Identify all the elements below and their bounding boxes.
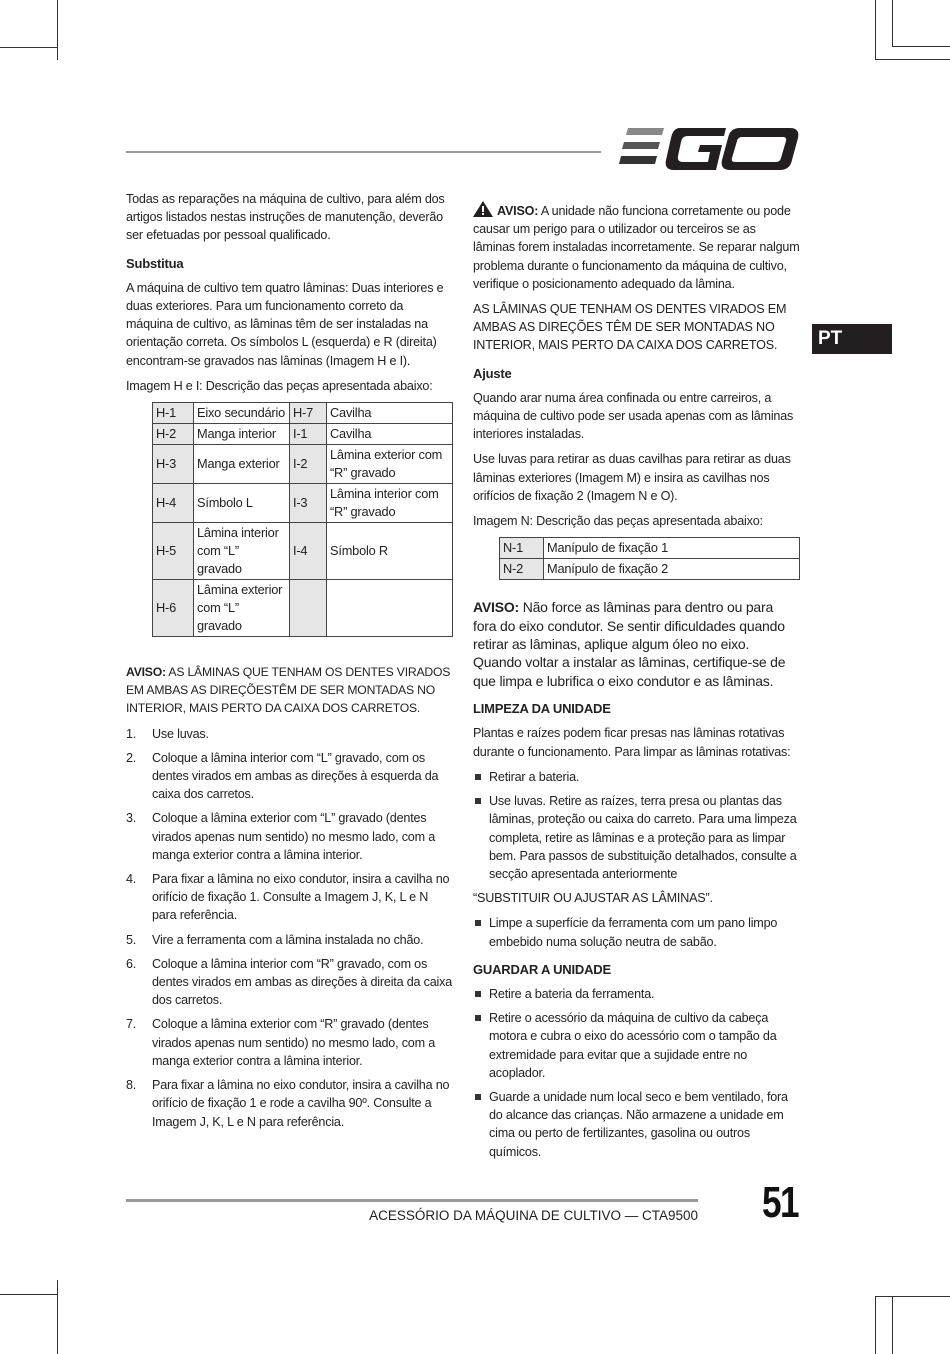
aviso-text: Não force as lâminas para dentro ou para fora do eixo condutor. Se sentir dificuldades quando retirar as lâminas, aplique algum óleo no eixo. Quando voltar a instalar as lâminas, certifique-se de que limpa e lubrifica o eixo condutor e as lâminas. <box>473 599 786 689</box>
crop-mark <box>0 47 58 48</box>
crop-mark <box>57 1280 58 1354</box>
aviso-text: AS LÂMINAS QUE TENHAM OS DENTES VIRADOS EM AMBAS AS DIREÇÕESTÊM DE SER MONTADAS NO INTERIOR, MAIS PERTO DA CAIXA DOS CARRETOS. <box>126 665 451 716</box>
part-desc: Manga exterior <box>194 445 290 484</box>
aviso-label: AVISO: <box>497 204 539 218</box>
intro-paragraph: Todas as reparações na máquina de cultivo, para além dos artigos listados nestas instruções de manutenção, deverão ser efetuadas por pessoal qualificado. <box>126 192 445 243</box>
table-row <box>153 403 453 424</box>
list-item <box>126 809 453 864</box>
aviso-label: AVISO: <box>126 665 166 680</box>
part-desc: Símbolo L <box>194 484 290 523</box>
part-code: H-3 <box>153 445 194 484</box>
limpeza-intro: Plantas e raízes podem ficar presas nas lâminas rotativas durante o funcionamento. Para limpar as lâminas rotativas: <box>473 726 791 759</box>
part-code <box>290 580 327 637</box>
table-row <box>500 559 800 580</box>
step-text: Coloque a lâmina exterior com “R” gravado (dentes virados apenas num sentido) no mesmo lado, com a manga exterior contra a lâmina interior. <box>152 1017 436 1068</box>
step-text: Coloque a lâmina interior com “R” gravado, com os dentes virados em ambas as direções à direita da caixa dos carretos. <box>152 956 453 1008</box>
footer-title: ACESSÓRIO DA MÁQUINA DE CULTIVO — CTA9500 <box>369 1208 698 1223</box>
aviso-label: AVISO: <box>473 599 519 616</box>
list-item <box>126 749 453 804</box>
caps-note: AS LÂMINAS QUE TENHAM OS DENTES VIRADOS EM AMBAS AS DIREÇÕES TÊM DE SER MONTADAS NO INTERIOR, MAIS PERTO DA CAIXA DOS CARRETOS. <box>473 302 787 353</box>
part-desc: Cavilha <box>327 403 453 424</box>
limpeza-list <box>473 768 800 883</box>
list-item: Limpe a superfície da ferramenta com um pano limpo embebido numa solução neutra de sabão. <box>473 914 800 950</box>
guardar-list <box>473 985 800 1161</box>
step-number: 4. <box>126 872 137 887</box>
table-row <box>153 580 453 637</box>
parts-table-n <box>499 537 800 580</box>
part-code: H-7 <box>290 403 327 424</box>
part-desc: Manípulo de fixação 2 <box>544 559 800 580</box>
list-item: Retire a bateria da ferramenta. <box>473 985 800 1003</box>
part-code: I-4 <box>290 523 327 580</box>
list-item: Guarde a unidade num local seco e bem ventilado, fora do alcance das crianças. Não armazene a unidade em cima ou perto de fertilizantes, gasolina ou outros químicos. <box>473 1088 800 1161</box>
step-text: Para fixar a lâmina no eixo condutor, insira a cavilha no orifício de fixação 1. Consulte a Imagem J, K, L e N para referência. <box>152 872 450 923</box>
part-desc: Manípulo de fixação 1 <box>544 538 800 559</box>
step-number: 8. <box>126 1078 137 1093</box>
limpeza-reference: “SUBSTITUIR OU AJUSTAR AS LÂMINAS”. <box>473 891 713 906</box>
ajuste-paragraph-2: Use luvas para retirar as duas cavilhas para retirar as duas lâminas exteriores (Imagem M) e insira as cavilhas nos orifícios de fixação 2 (Imagem N e O). <box>473 452 791 503</box>
list-item <box>126 1076 453 1131</box>
table-row <box>153 445 453 484</box>
part-code: H-2 <box>153 424 194 445</box>
table-row <box>153 424 453 445</box>
part-desc: Lâmina interior com “L” gravado <box>194 523 290 580</box>
aviso-2-paragraph <box>473 598 800 690</box>
list-item: Retire o acessório da máquina de cultivo da cabeça motora e cubra o eixo do acessório com o tampão da extremidade para evitar que a sujidade entre no acoplador. <box>473 1009 800 1082</box>
installation-steps <box>126 725 453 1131</box>
part-desc: Manga interior <box>194 424 290 445</box>
step-number: 6. <box>126 956 137 971</box>
aviso-paragraph <box>473 201 800 293</box>
part-code: N-2 <box>500 559 544 580</box>
heading-guardar: GUARDAR A UNIDADE <box>473 961 611 977</box>
parts-table-h-i <box>152 402 453 637</box>
part-code: I-1 <box>290 424 327 445</box>
header-rule <box>126 151 601 153</box>
crop-mark <box>875 59 950 60</box>
crop-mark <box>875 0 876 60</box>
substitua-paragraph: A máquina de cultivo tem quatro lâminas: Duas interiores e duas exteriores. Para um funcionamento correto da máquina de cultivo, as lâminas têm de ser instaladas na orientação correta. Os símbolos L (esquerda) e R (direita) encontram-se gravados nas lâminas (Imagem H e I). <box>126 280 444 368</box>
list-item <box>126 955 453 1010</box>
table-row <box>500 538 800 559</box>
part-desc: Eixo secundário <box>194 403 290 424</box>
crop-mark <box>892 46 950 47</box>
list-item <box>126 870 453 925</box>
language-tab: PT <box>812 324 892 354</box>
step-number: 7. <box>126 1017 137 1032</box>
step-number: 1. <box>126 726 137 741</box>
crop-mark <box>57 0 58 60</box>
crop-mark <box>875 1296 950 1297</box>
heading-substitua: Substitua <box>126 255 184 271</box>
aviso-text: A unidade não funciona corretamente ou pode causar um perigo para o utilizador ou terceiros se as lâminas forem instaladas incorretamente. Se reparar nalgum problema durante o funcionamento da máquina de cultivo, verifique o posicionamento adequado da lâmina. <box>473 204 800 291</box>
heading-ajuste: Ajuste <box>473 365 512 381</box>
table-row <box>153 523 453 580</box>
part-code: H-6 <box>153 580 194 637</box>
part-code: H-5 <box>153 523 194 580</box>
crop-mark <box>875 1296 876 1354</box>
table-n-caption: Imagem N: Descrição das peças apresentada abaixo: <box>473 514 763 529</box>
left-column <box>126 190 453 1137</box>
right-column <box>473 201 800 1167</box>
list-item <box>126 1015 453 1070</box>
list-item: Use luvas. Retire as raízes, terra presa ou plantas das lâminas, proteção ou caixa do carreto. Para uma limpeza completa, retire as lâminas e a proteção para as limpar bem. Para passos de substituição detalhados, consulte a secção apresentada anteriormente <box>473 792 800 883</box>
part-desc: Cavilha <box>327 424 453 445</box>
aviso-caps-paragraph <box>126 663 453 718</box>
warning-icon <box>473 201 493 217</box>
heading-limpeza: LIMPEZA DA UNIDADE <box>473 701 611 717</box>
ajuste-paragraph-1: Quando arar numa área confinada ou entre carreiros, a máquina de cultivo pode ser usada apenas com as lâminas interiores instaladas. <box>473 390 794 442</box>
part-code: H-1 <box>153 403 194 424</box>
crop-mark <box>892 0 893 46</box>
footer-rule <box>126 1199 698 1202</box>
part-desc: Lâmina exterior com “L” gravado <box>194 580 290 637</box>
part-code: N-1 <box>500 538 544 559</box>
part-code: I-2 <box>290 445 327 484</box>
part-desc: Lâmina exterior com “R” gravado <box>327 445 453 484</box>
step-text: Vire a ferramenta com a lâmina instalada no chão. <box>152 932 424 947</box>
list-item <box>126 725 453 743</box>
crop-mark <box>0 1294 58 1295</box>
step-number: 2. <box>126 750 137 765</box>
step-text: Para fixar a lâmina no eixo condutor, insira a cavilha no orifício de fixação 1 e rode a cavilha 90º. Consulte a Imagem J, K, L e N para referência. <box>152 1078 450 1129</box>
step-text: Coloque a lâmina exterior com “L” gravado (dentes virados apenas num sentido) no mesmo lado, com a manga exterior contra a lâmina interior. <box>152 811 436 862</box>
list-item: Retirar a bateria. <box>473 768 800 786</box>
crop-mark <box>892 1296 893 1354</box>
limpeza-list-2 <box>473 914 800 950</box>
step-number: 5. <box>126 932 137 947</box>
part-code: H-4 <box>153 484 194 523</box>
ego-logo <box>618 128 800 172</box>
part-desc <box>327 580 453 637</box>
step-text: Coloque a lâmina interior com “L” gravado, com os dentes virados em ambas as direções à esquerda da caixa dos carretos. <box>152 750 439 802</box>
list-item <box>126 931 453 949</box>
page-number: 51 <box>762 1178 798 1227</box>
table-caption: Imagem H e I: Descrição das peças apresentada abaixo: <box>126 378 433 393</box>
part-desc: Símbolo R <box>327 523 453 580</box>
step-number: 3. <box>126 811 137 826</box>
step-text: Use luvas. <box>152 726 209 741</box>
part-code: I-3 <box>290 484 327 523</box>
part-desc: Lâmina interior com “R” gravado <box>327 484 453 523</box>
table-row <box>153 484 453 523</box>
